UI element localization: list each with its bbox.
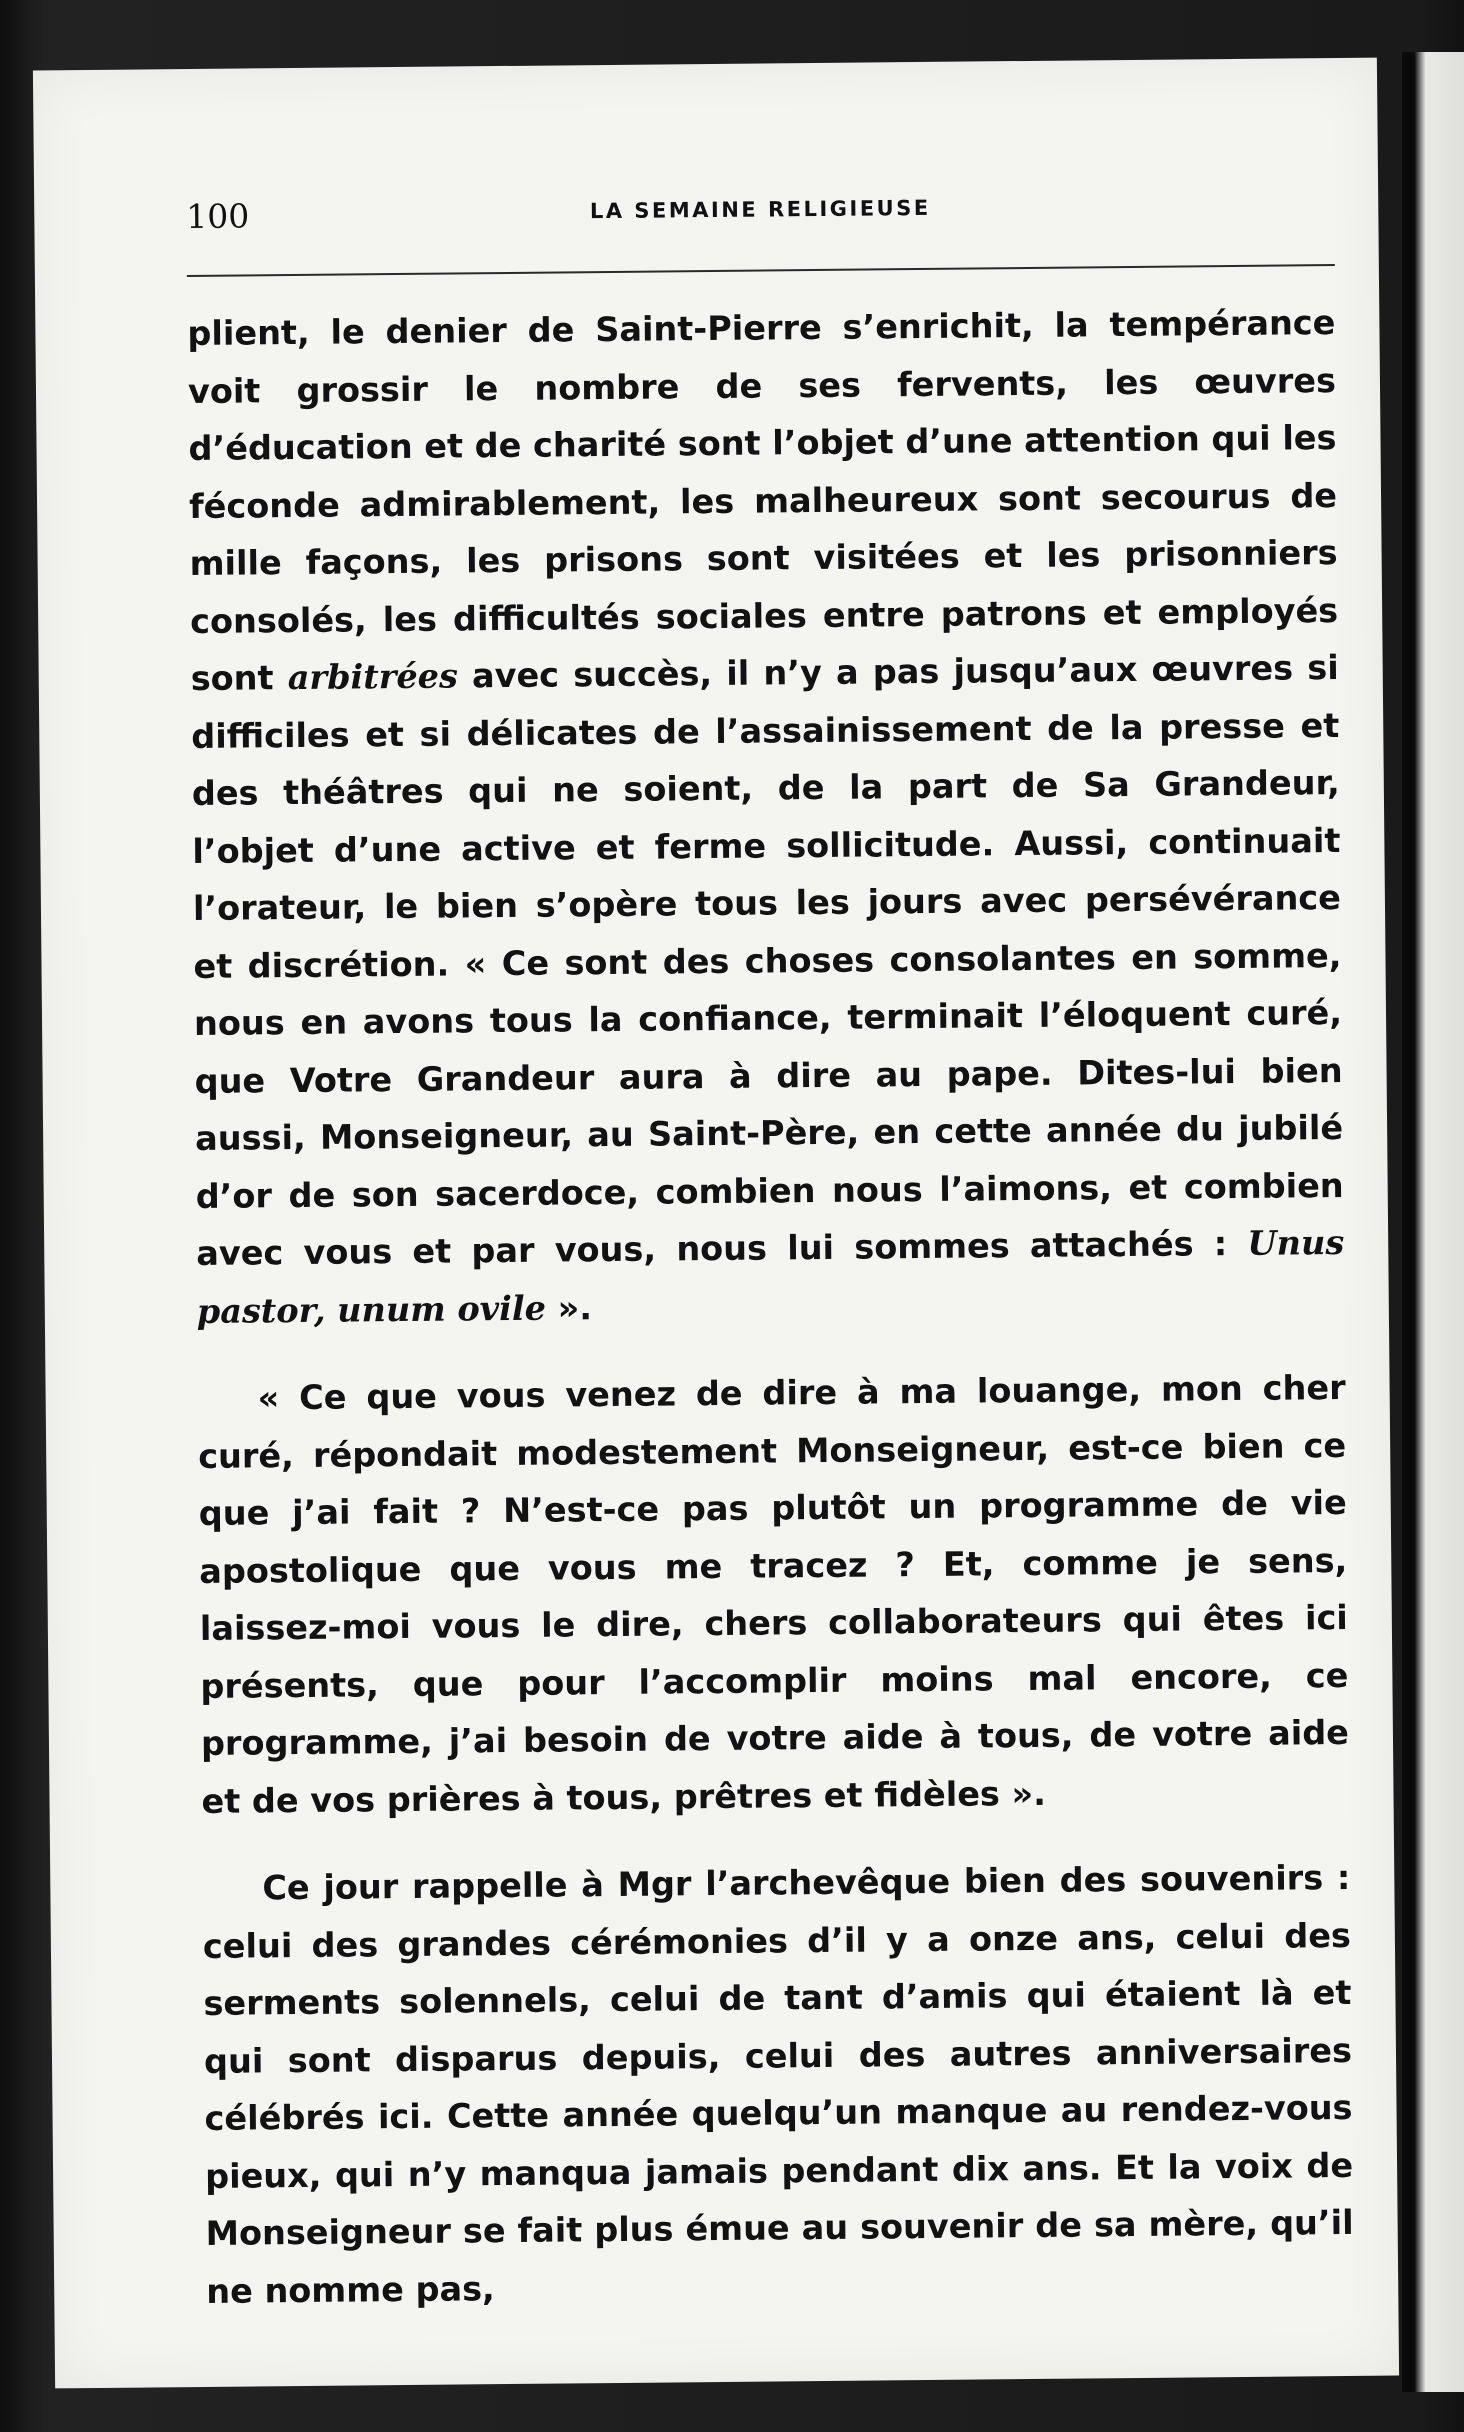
text-run: plient, le denier de Saint-Pierre s’enrichit, la tempérance voit grossir le nombre de ses fervents, les œuvres d’éducation et de charité sont l’objet d’une attention qui les féconde admirablement, les malheureux sont secourus de mille façons, les prisons sont visitées et les prisonniers consolés, les difficultés sociales entre patrons et employés sont (187, 303, 1339, 699)
book-page (33, 58, 1399, 2389)
paragraph-3: Ce jour rappelle à Mgr l’archevêque bien des souvenirs : celui des grandes cérémonies d’il y a onze ans, celui des serments solennels, celui de tant d’amis qui étaient là et qui sont disparus depuis, celui des autres anniversaires célébrés ici. Cette année quelqu’un manque au rendez-vous pieux, qui n’y manqua jamais pendant dix ans. Et la voix de Monseigneur se fait plus émue au souvenir de sa mère, qu’il ne nomme pas, (202, 1857, 1354, 2311)
text-run: ». (545, 1287, 593, 1328)
header-rule (187, 264, 1335, 277)
adjacent-page-edge (1402, 52, 1464, 2392)
paragraph-2: « Ce que vous venez de dire à ma louange, mon cher curé, répondait modestement Monseigneur, est-ce bien ce que j’ai fait ? N’est-ce pas plutôt un programme de vie apostolique que vous me tracez ? Et, comme je sens, laissez-moi vous le dire, chers collaborateurs qui êtes ici présents, que pour l’accomplir moins mal encore, ce programme, j’ai besoin de votre aide à tous, de votre aide et de vos prières à tous, prêtres et fidèles ». (198, 1367, 1350, 1821)
paragraph-1 (187, 294, 1345, 1340)
italic-latin-quote: Unus pastor, unum ovile (196, 1222, 1345, 1331)
text-run: avec succès, il n’y a pas jusqu’aux œuvres si difficiles et si délicates de l’assainissement de la presse et des théâtres qui ne soient, de la part de Sa Grandeur, l’objet d’une active et ferme sollicitude. Aussi, continuait l’orateur, le bien s’opère tous les jours avec persévérance et discrétion. « Ce sont des choses consolantes en somme, nous en avons tous la confiance, terminait l’éloquent curé, que Votre Grandeur aura à dire au pape. Dites-lui bien aussi, Monseigneur, au Saint-Père, en cette année du jubilé d’or de son sacerdoce, combien nous l’aimons, et combien avec vous et par vous, nous lui sommes attachés : (191, 647, 1344, 1273)
page-number: 100 (186, 196, 250, 237)
running-title: LA SEMAINE RELIGIEUSE (589, 195, 931, 224)
italic-text: arbitrées (287, 656, 459, 698)
body-text (187, 294, 1354, 2320)
page-header (186, 186, 1335, 257)
